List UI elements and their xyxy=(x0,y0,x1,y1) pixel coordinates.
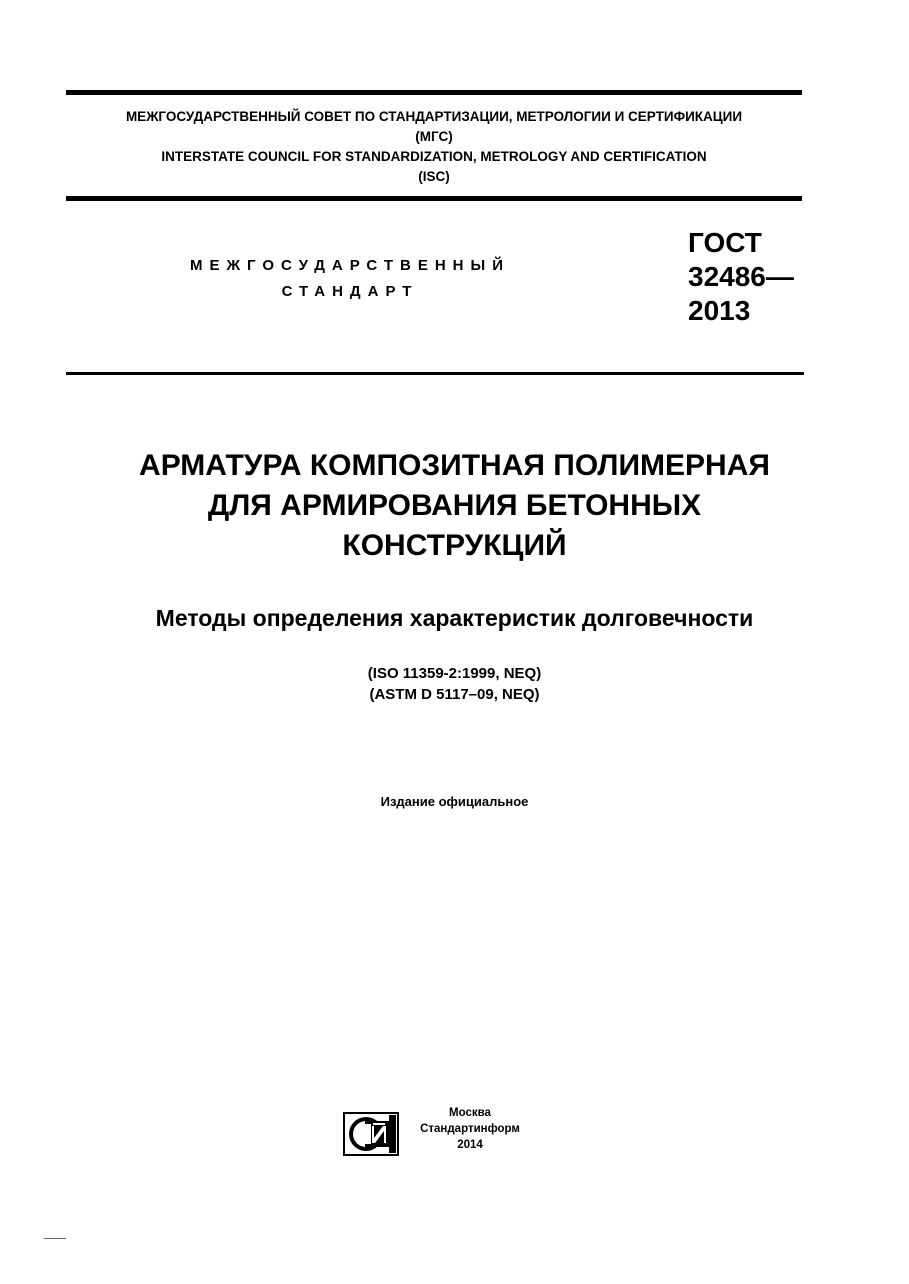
publisher-info xyxy=(405,1105,535,1153)
title-separator-rule xyxy=(66,372,804,375)
document-title xyxy=(60,446,849,566)
title-line-2: ДЛЯ АРМИРОВАНИЯ БЕТОННЫХ xyxy=(207,489,702,522)
council-name-ru: МЕЖГОСУДАРСТВЕННЫЙ СОВЕТ ПО СТАНДАРТИЗАЦИИ, МЕТРОЛОГИИ И СЕРТИФИКАЦИИ xyxy=(125,109,743,124)
title-line-1: АРМАТУРА КОМПОЗИТНАЯ ПОЛИМЕРНАЯ xyxy=(139,449,770,482)
publisher-name: Стандартинформ xyxy=(420,1123,520,1135)
title-line-3: КОНСТРУКЦИЙ xyxy=(342,529,567,562)
gost-prefix: ГОСТ xyxy=(688,227,762,258)
standard-type-label xyxy=(160,253,540,305)
top-rule xyxy=(66,90,802,95)
equivalence-references xyxy=(200,663,709,705)
gost-year: 2013 xyxy=(688,295,751,326)
scan-mark-icon xyxy=(44,1237,66,1240)
council-name-en: INTERSTATE COUNCIL FOR STANDARDIZATION, METROLOGY AND CERTIFICATION xyxy=(161,149,707,164)
council-abbr-ru: (МГС) xyxy=(415,129,453,144)
council-abbr-en: (ISC) xyxy=(418,169,450,184)
council-header xyxy=(66,107,802,187)
publisher-city: Москва xyxy=(449,1107,491,1119)
gost-number: 32486— xyxy=(688,261,794,292)
gost-designation xyxy=(688,226,794,328)
standartinform-logo-icon xyxy=(343,1112,399,1156)
standard-type-line2: СТАНДАРТ xyxy=(281,283,419,300)
edition-note: Издание официальное xyxy=(380,794,529,809)
reference-iso: (ISO 11359-2:1999, NEQ) xyxy=(367,665,542,682)
council-bottom-rule xyxy=(66,196,802,201)
standard-type-line1: МЕЖГОСУДАРСТВЕННЫЙ xyxy=(190,257,510,274)
document-subtitle: Методы определения характеристик долговечности xyxy=(155,605,754,631)
publisher-year: 2014 xyxy=(457,1139,483,1151)
reference-astm: (ASTM D 5117–09, NEQ) xyxy=(369,686,540,703)
